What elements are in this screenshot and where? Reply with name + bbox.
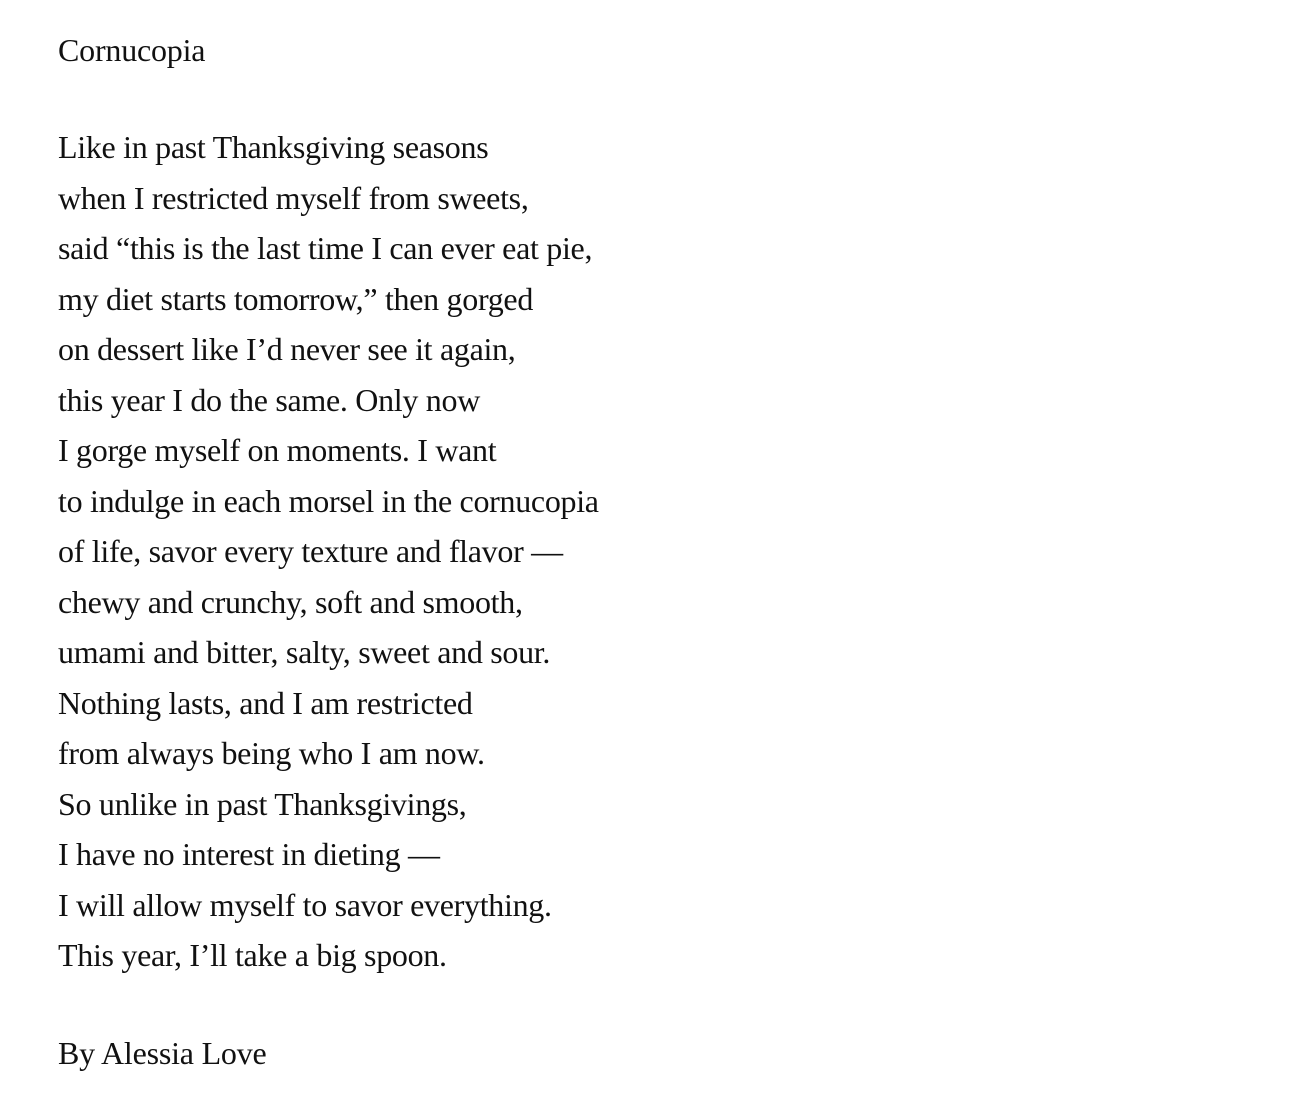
poem-title: Cornucopia — [58, 32, 206, 68]
poem-page — [58, 22, 1238, 1081]
poem-line: from always being who I am now. — [58, 735, 485, 771]
poem-line: I will allow myself to savor everything. — [58, 886, 552, 923]
poem-line: to indulge in each morsel in the cornucopia — [58, 482, 599, 519]
poem-line: when I restricted myself from sweets, — [58, 179, 529, 216]
poem-line: I have no interest in dieting — — [58, 836, 440, 872]
poem-line: Like in past Thanksgiving seasons — [58, 129, 489, 165]
poem-author: By Alessia Love — [58, 1034, 267, 1071]
poem-line: on dessert like I’d never see it again, — [58, 331, 516, 367]
poem-line: this year I do the same. Only now — [58, 381, 481, 418]
poem-line: umami and bitter, salty, sweet and sour. — [58, 634, 551, 670]
poem-line: This year, I’ll take a big spoon. — [58, 937, 447, 973]
poem-line: of life, savor every texture and flavor — — [58, 533, 563, 569]
poem-body — [58, 122, 1238, 981]
poem-line: my diet starts tomorrow,” then gorged — [58, 280, 534, 317]
poem-line: I gorge myself on moments. I want — [58, 432, 497, 468]
poem-line: So unlike in past Thanksgivings, — [58, 785, 467, 822]
poem-line: chewy and crunchy, soft and smooth, — [58, 583, 523, 620]
poem-line: Nothing lasts, and I am restricted — [58, 684, 473, 721]
poem-line: said “this is the last time I can ever eat pie, — [58, 230, 593, 266]
